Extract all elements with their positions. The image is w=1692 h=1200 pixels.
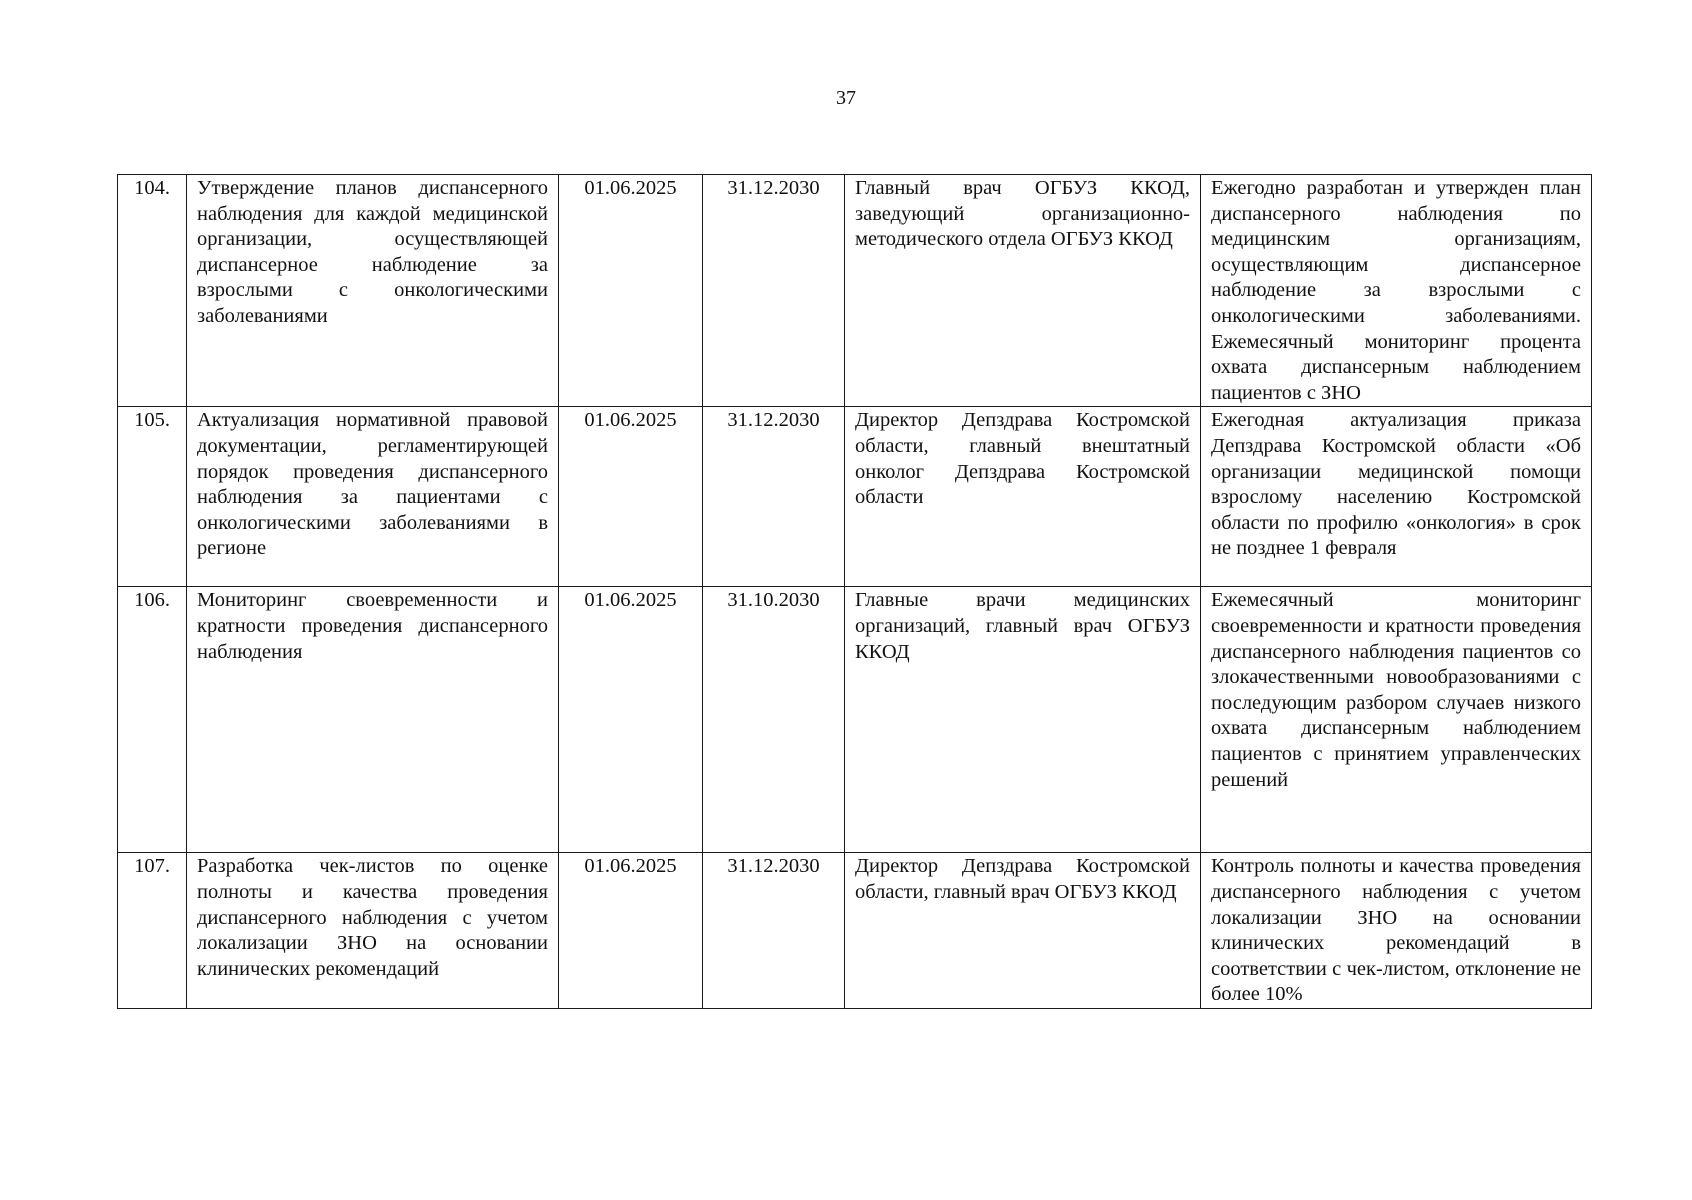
end-date: 31.12.2030 — [703, 407, 845, 587]
table-row — [118, 407, 1592, 587]
table-row — [118, 853, 1592, 1009]
responsible-executor: Главные врачи медицинских организаций, главный врач ОГБУЗ ККОД — [845, 587, 1201, 853]
end-date: 31.10.2030 — [703, 587, 845, 853]
end-date: 31.12.2030 — [703, 853, 845, 1009]
event-description: Разработка чек-листов по оценке полноты и качества проведения диспансерного наблюдения с учетом локализации ЗНО на основании клинических рекомендаций — [187, 853, 559, 1009]
end-date: 31.12.2030 — [703, 175, 845, 407]
page-number: 37 — [836, 87, 856, 109]
plan-table — [117, 174, 1592, 1009]
responsible-executor: Главный врач ОГБУЗ ККОД, заведующий организационно-методического отдела ОГБУЗ ККОД — [845, 175, 1201, 407]
expected-result: Ежегодная актуализация приказа Депздрава Костромской области «Об организации медицинской помощи взрослому населению Костромской области по профилю «онкология» в срок не позднее 1 февраля — [1201, 407, 1592, 587]
row-number: 105. — [118, 407, 187, 587]
start-date: 01.06.2025 — [559, 587, 703, 853]
event-description: Актуализация нормативной правовой документации, регламентирующей порядок проведения диспансерного наблюдения за пациентами с онкологическими заболеваниями в регионе — [187, 407, 559, 587]
row-number: 104. — [118, 175, 187, 407]
start-date: 01.06.2025 — [559, 407, 703, 587]
expected-result: Ежемесячный мониторинг своевременности и кратности проведения диспансерного наблюдения пациентов со злокачественными новообразованиями с последующим разбором случаев низкого охвата диспансерным наблюдением пациентов с принятием управленческих решений — [1201, 587, 1592, 853]
responsible-executor: Директор Депздрава Костромской области, главный внештатный онколог Депздрава Костромской области — [845, 407, 1201, 587]
event-description: Мониторинг своевременности и кратности проведения диспансерного наблюдения — [187, 587, 559, 853]
event-description: Утверждение планов диспансерного наблюдения для каждой медицинской организации, осуществляющей диспансерное наблюдение за взрослыми с онкологическими заболеваниями — [187, 175, 559, 407]
row-number: 107. — [118, 853, 187, 1009]
table-row — [118, 587, 1592, 853]
table-row — [118, 175, 1592, 407]
row-number: 106. — [118, 587, 187, 853]
expected-result: Ежегодно разработан и утвержден план диспансерного наблюдения по медицинским организациям, осуществляющим диспансерное наблюдение за взрослыми с онкологическими заболеваниями. Ежемесячный мониторинг процента охвата диспансерным наблюдением пациентов с ЗНО — [1201, 175, 1592, 407]
expected-result: Контроль полноты и качества проведения диспансерного наблюдения с учетом локализации ЗНО на основании клинических рекомендаций в соответствии с чек-листом, отклонение не более 10% — [1201, 853, 1592, 1009]
responsible-executor: Директор Депздрава Костромской области, главный врач ОГБУЗ ККОД — [845, 853, 1201, 1009]
start-date: 01.06.2025 — [559, 853, 703, 1009]
start-date: 01.06.2025 — [559, 175, 703, 407]
